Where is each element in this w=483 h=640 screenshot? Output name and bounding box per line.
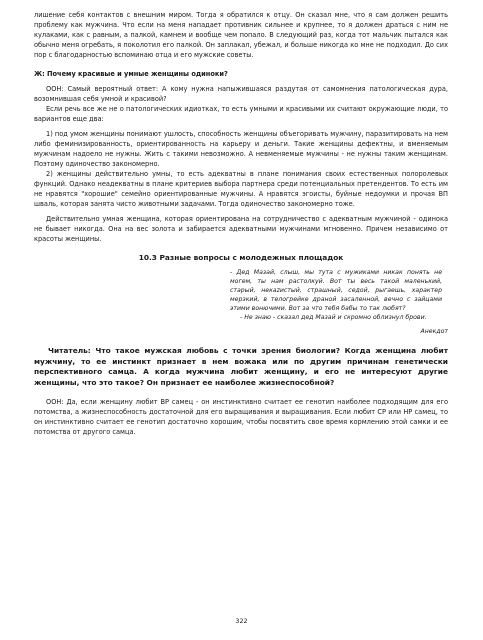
answer-paragraph: Если речь все же не о патологических идиотках, то есть умными и красивыми их считают окружающие люди, то вариантов еще два: [34,105,448,123]
epigraph-source: Анекдот [420,328,448,335]
answer-point-2: 2) женщины действительно умны, то есть адекватны в плане понимания своих естественных полоролевых функций. Однако неадекватны в плане критериев выбора партнера среди потенциальных претендентов. То есть им не нравятся "хорошие" семейно ориентированные мужчины. А нравятся эгоисты, буйные недоумки и прочая ВП шваль, которая занята чисто животными задачами. Тогда одиночество закономерно тоже. [34,170,448,208]
page-number: 322 [235,617,248,625]
document-page [34,10,448,630]
answer-point-1: 1) под умом женщины понимают ушлость, способность женщины объегоривать мужчину, паразитировать на нем либо феминизированность, ориентированность на карьеру и деньги. Такие женщины дефектны, и вменяемым мужчинам надоело не нужны. Жить с такими невозможно. А невменяемые мужчины - не нужны таким женщинам. Поэтому одиночество закономерно. [34,130,448,168]
reader-question: Читатель: Что такое мужская любовь с точки зрения биологии? Когда женщина любит мужчину, то ее инстинкт признает в нем вожака или по другим причинам генетически перспективного самца. А когда мужчина любит женщину, и его не интересуют другие женщины, что это такое? Он признает ее наиболее жизнеспособной? [34,346,448,387]
question-heading: Ж: Почему красивые и умные женщины одиноки? [34,70,228,78]
section-title: 10.3 Разные вопросы с молодежных площадок [138,253,344,262]
answer-paragraph: ООН: Самый вероятный ответ: А кому нужна напыжившаяся раздутая от самомнения патологическая дура, возомнившая себя умной и красивой? [34,85,448,103]
epigraph-text: - Дед Мазай, слыш, мы тута с мужиками никак понять не могем, ты нам растолкуй. Вот ты весь такой маленький, старый, некazистый, страшный, седой, рыгаешь, характер мерзкий, в телогрейке драной засаленной, вечно с зайцами этими вонючими. Вот за что тебя бабы то так любят? [230,269,442,312]
epigraph-text: - Не знаю - сказал дед Мазай и скромно облизнул брови. [240,314,427,321]
answer-conclusion: Действительно умная женщина, которая ориентирована на сотрудничество с адекватным мужчиной - одинока не бывает никогда. Она на вес золота и забирается адекватными мужчинами мгновенно. Причем независимо от красоты женщины. [34,215,448,243]
epigraph [230,268,442,322]
answer-paragraph: ООН: Да, если женщину любит ВР самец - он инстинктивно считает ее генотип наиболее подходящим для его потомства, а жизнеспособность достаточной для его выращивания и выращивания. Если любит СР или НР самец, то он инстинктивно считает ее генотип достаточно хорошим, чтобы посвятить свое время кормлению этой самки и ее потомства от другого самца. [34,398,448,437]
intro-paragraph: лишение себя контактов с внешним миром. Тогда я обратился к отцу. Он сказал мне, что я сам должен решить проблему как мужчина. Что если на меня нападает противник сильнее и крупнее, то я должен драться с ним не кулаками, как с равным, а палкой, камнем и вообще чем попало. В следующий раз, когда тот мальчик пытался как обычно меня огребать, я поколотил его палкой. Он заплакал, убежал, и больше никогда ко мне не подходил. До сих пор с благодарностью вспоминаю отца и его мужские советы. [34,11,448,59]
